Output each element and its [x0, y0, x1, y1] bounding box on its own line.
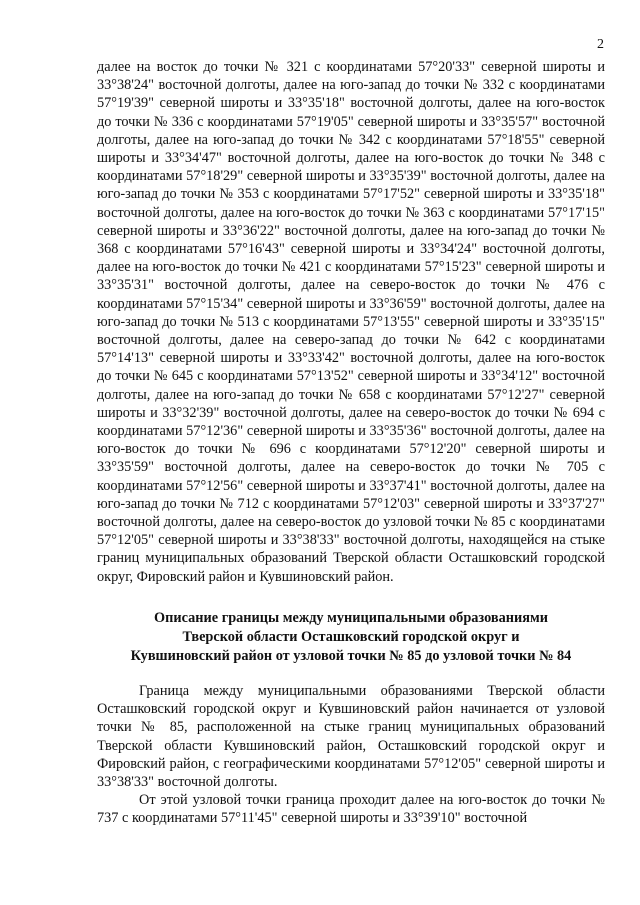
section-heading-line-1: Описание границы между муниципальными образованиями [154, 609, 548, 626]
section-heading-line-3: Кувшиновский район от узловой точки № 85 до узловой точки № 84 [130, 647, 572, 664]
boundary-continuation-paragraph: далее на восток до точки № 321 с координатами 57°20'33" северной широты и 33°38'24" восточной долготы, далее на юго-запад до точки № 332 с координатами 57°19'39" северной широты и 33°35'18" восточной долготы, далее на юго-восток до точки № 336 с координатами 57°19'05" северной широты и 33°35'57" восточной долготы, далее на юго-запад до точки № 342 с координатами 57°18'55" северной широты и 33°34'47" восточной долготы, далее на юго-восток до точки № 348 с координатами 57°18'29" северной широты и 33°35'39" восточной долготы, далее на юго-запад до точки № 353 с координатами 57°17'52" северной широты и 33°35'18" восточной долготы, далее на юго-восток до точки № 363 с координатами 57°17'15" северной широты и 33°36'22" восточной долготы, далее на юго-запад до точки № 368 с координатами 57°16'43" северной широты и 33°34'24" восточной долготы, далее на юго-восток до точки № 421 с координатами 57°15'23" северной широты и 33°35'31" восточной долготы, далее на северо-восток до точки № 476 с координатами 57°15'34" северной широты и 33°36'59" восточной долготы, далее на юго-запад до точки № 513 с координатами 57°13'55" северной широты и 33°35'15" восточной долготы, далее на северо-запад до точки № 642 с координатами 57°14'13" северной широты и 33°33'42" восточной долготы, далее на юго-восток до точки № 645 с координатами 57°13'52" северной широты и 33°34'12" восточной долготы, далее на юго-запад до точки № 658 с координатами 57°12'27" северной широты и 33°32'39" восточной долготы, далее на северо-восток до точки № 694 с координатами 57°12'36" северной широты и 33°35'36" восточной долготы, далее на юго-восток до точки № 696 с координатами 57°12'20" северной широты и 33°35'59" восточной долготы, далее на северо-восток до точки № 705 с координатами 57°12'56" северной широты и 33°37'41" восточной долготы, далее на юго-запад до точки № 712 с координатами 57°12'03" северной широты и 33°37'27" восточной долготы, далее на северо-восток до узловой точки № 85 с координатами 57°12'05" северной широты и 33°38'33" восточной долготы, находящейся на стыке границ муниципальных образований Тверской области Осташковский городской округ, Фировский район и Кувшиновский район. [97, 59, 605, 585]
section-heading [97, 609, 605, 666]
boundary-next-paragraph: От этой узловой точки граница проходит далее на юго-восток до точки № 737 с координатами 57°11'45" северной широты и 33°39'10" восточной [97, 792, 605, 827]
section-heading-line-2: Тверской области Осташковский городской округ и [182, 628, 520, 645]
document-body [97, 58, 605, 828]
boundary-start-paragraph: Граница между муниципальными образованиями Тверской области Осташковский городской округ и Кувшиновский район начинается от узловой точки № 85, расположенной на стыке границ муниципальных образований Тверской области Кувшиновский район, Осташковский городской округ и Фировский район, с географическими координатами 57°12'05" северной широты и 33°38'33" восточной долготы. [97, 682, 605, 790]
page-number: 2 [597, 37, 604, 52]
